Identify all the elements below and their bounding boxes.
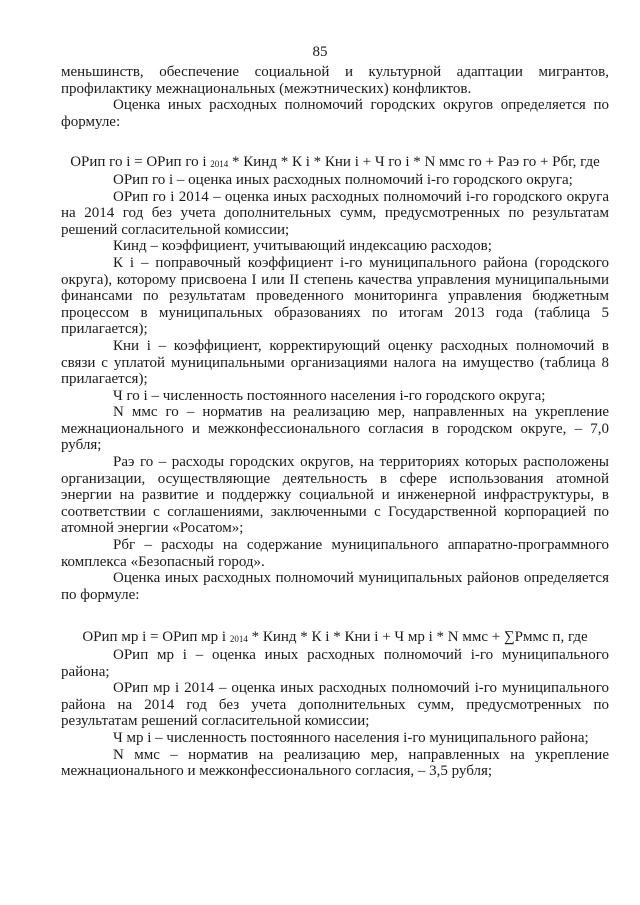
formula-mr-left: ОРип мр i = ОРип мр i <box>82 629 227 646</box>
formula-go <box>61 154 609 172</box>
formula-mr <box>61 629 609 647</box>
definition-orip-mr: ОРип мр i – оценка иных расходных полномочий i-го муниципального района; <box>61 647 609 680</box>
definition-kni-i: Кни i – коэффициент, корректирующий оценку расходных полномочий в связи с уплатой муниципальными организациями налога на имущество (таблица 8 прилагается); <box>61 337 609 388</box>
definition-orip-mr-2014: ОРип мр i 2014 – оценка иных расходных полномочий i-го муниципального района на 2014 год без учета дополнительных сумм, предусмотренных по результатам решений согласительной комиссии; <box>61 680 609 730</box>
formula-mr-right: * Кинд * К i * Кни i + Ч мр i * N ммс + ∑Рммс п, где <box>247 629 588 646</box>
formula-mr-subscript: 2014 <box>229 634 248 645</box>
definition-n-mms: N ммс – норматив на реализацию мер, направленных на укрепление межнационального и межконфессионального согласия, – 3,5 рубля; <box>61 746 609 780</box>
paragraph-continuation: меньшинств, обеспечение социальной и культурной адаптации мигрантов, профилактику межнациональных (межэтнических) конфликтов. <box>61 64 609 97</box>
definition-ch-go-i: Ч го i – численность постоянного населения i-го городского округа; <box>113 387 546 404</box>
paragraph-formula-intro-go: Оценка иных расходных полномочий городских округов определяется по формуле: <box>61 97 609 130</box>
page-number: 85 <box>312 44 328 60</box>
definition-rbg: Рбг – расходы на содержание муниципального аппаратно-программного комплекса «Безопасный город». <box>61 537 609 570</box>
definition-ch-mr-i: Ч мр i – численность постоянного населения i-го муниципального района; <box>113 729 589 746</box>
definition-k-i: К i – поправочный коэффициент i-го муниципального района (городского округа), которому присвоена I или II степень качества управления муниципальными финансами по результатам проведенного мониторинга управления бюджетным процессом в муниципальных образованиях по итогам 2013 года (таблица 5 прилагается); <box>61 254 609 338</box>
definition-orip-go-2014: ОРип го i 2014 – оценка иных расходных полномочий i-го городского округа на 2014 год без учета дополнительных сумм, предусмотренных по результатам решений согласительной комиссии; <box>61 188 609 238</box>
formula-go-left: ОРип го i = ОРип го i <box>70 154 207 171</box>
definition-rae-go: Раэ го – расходы городских округов, на территориях которых расположены организации, осуществляющие деятельность в сфере использования атомной энергии на развитие и поддержку социальной и инженерной инфраструктуры, в соответствии с соглашениями, заключенными с Государственной корпорацией по атомной энергии «Росатом»; <box>61 454 609 537</box>
formula-go-subscript: 2014 <box>210 159 229 170</box>
definition-orip-go: ОРип го i – оценка иных расходных полномочий i-го городского округа; <box>113 171 573 188</box>
formula-go-right: * Кинд * К i * Кни i + Ч го i * N ммс го + Раэ го + Рбг, где <box>228 154 600 171</box>
definition-n-mms-go: N ммс го – норматив на реализацию мер, направленных на укрепление межнационального и межконфессионального согласия в городском округе, – 7,0 рубля; <box>61 404 609 454</box>
definition-kind: Кинд – коэффициент, учитывающий индексацию расходов; <box>113 238 492 255</box>
paragraph-formula-intro-mr: Оценка иных расходных полномочий муниципальных районов определяется по формуле: <box>61 570 609 603</box>
page-body <box>61 64 609 780</box>
